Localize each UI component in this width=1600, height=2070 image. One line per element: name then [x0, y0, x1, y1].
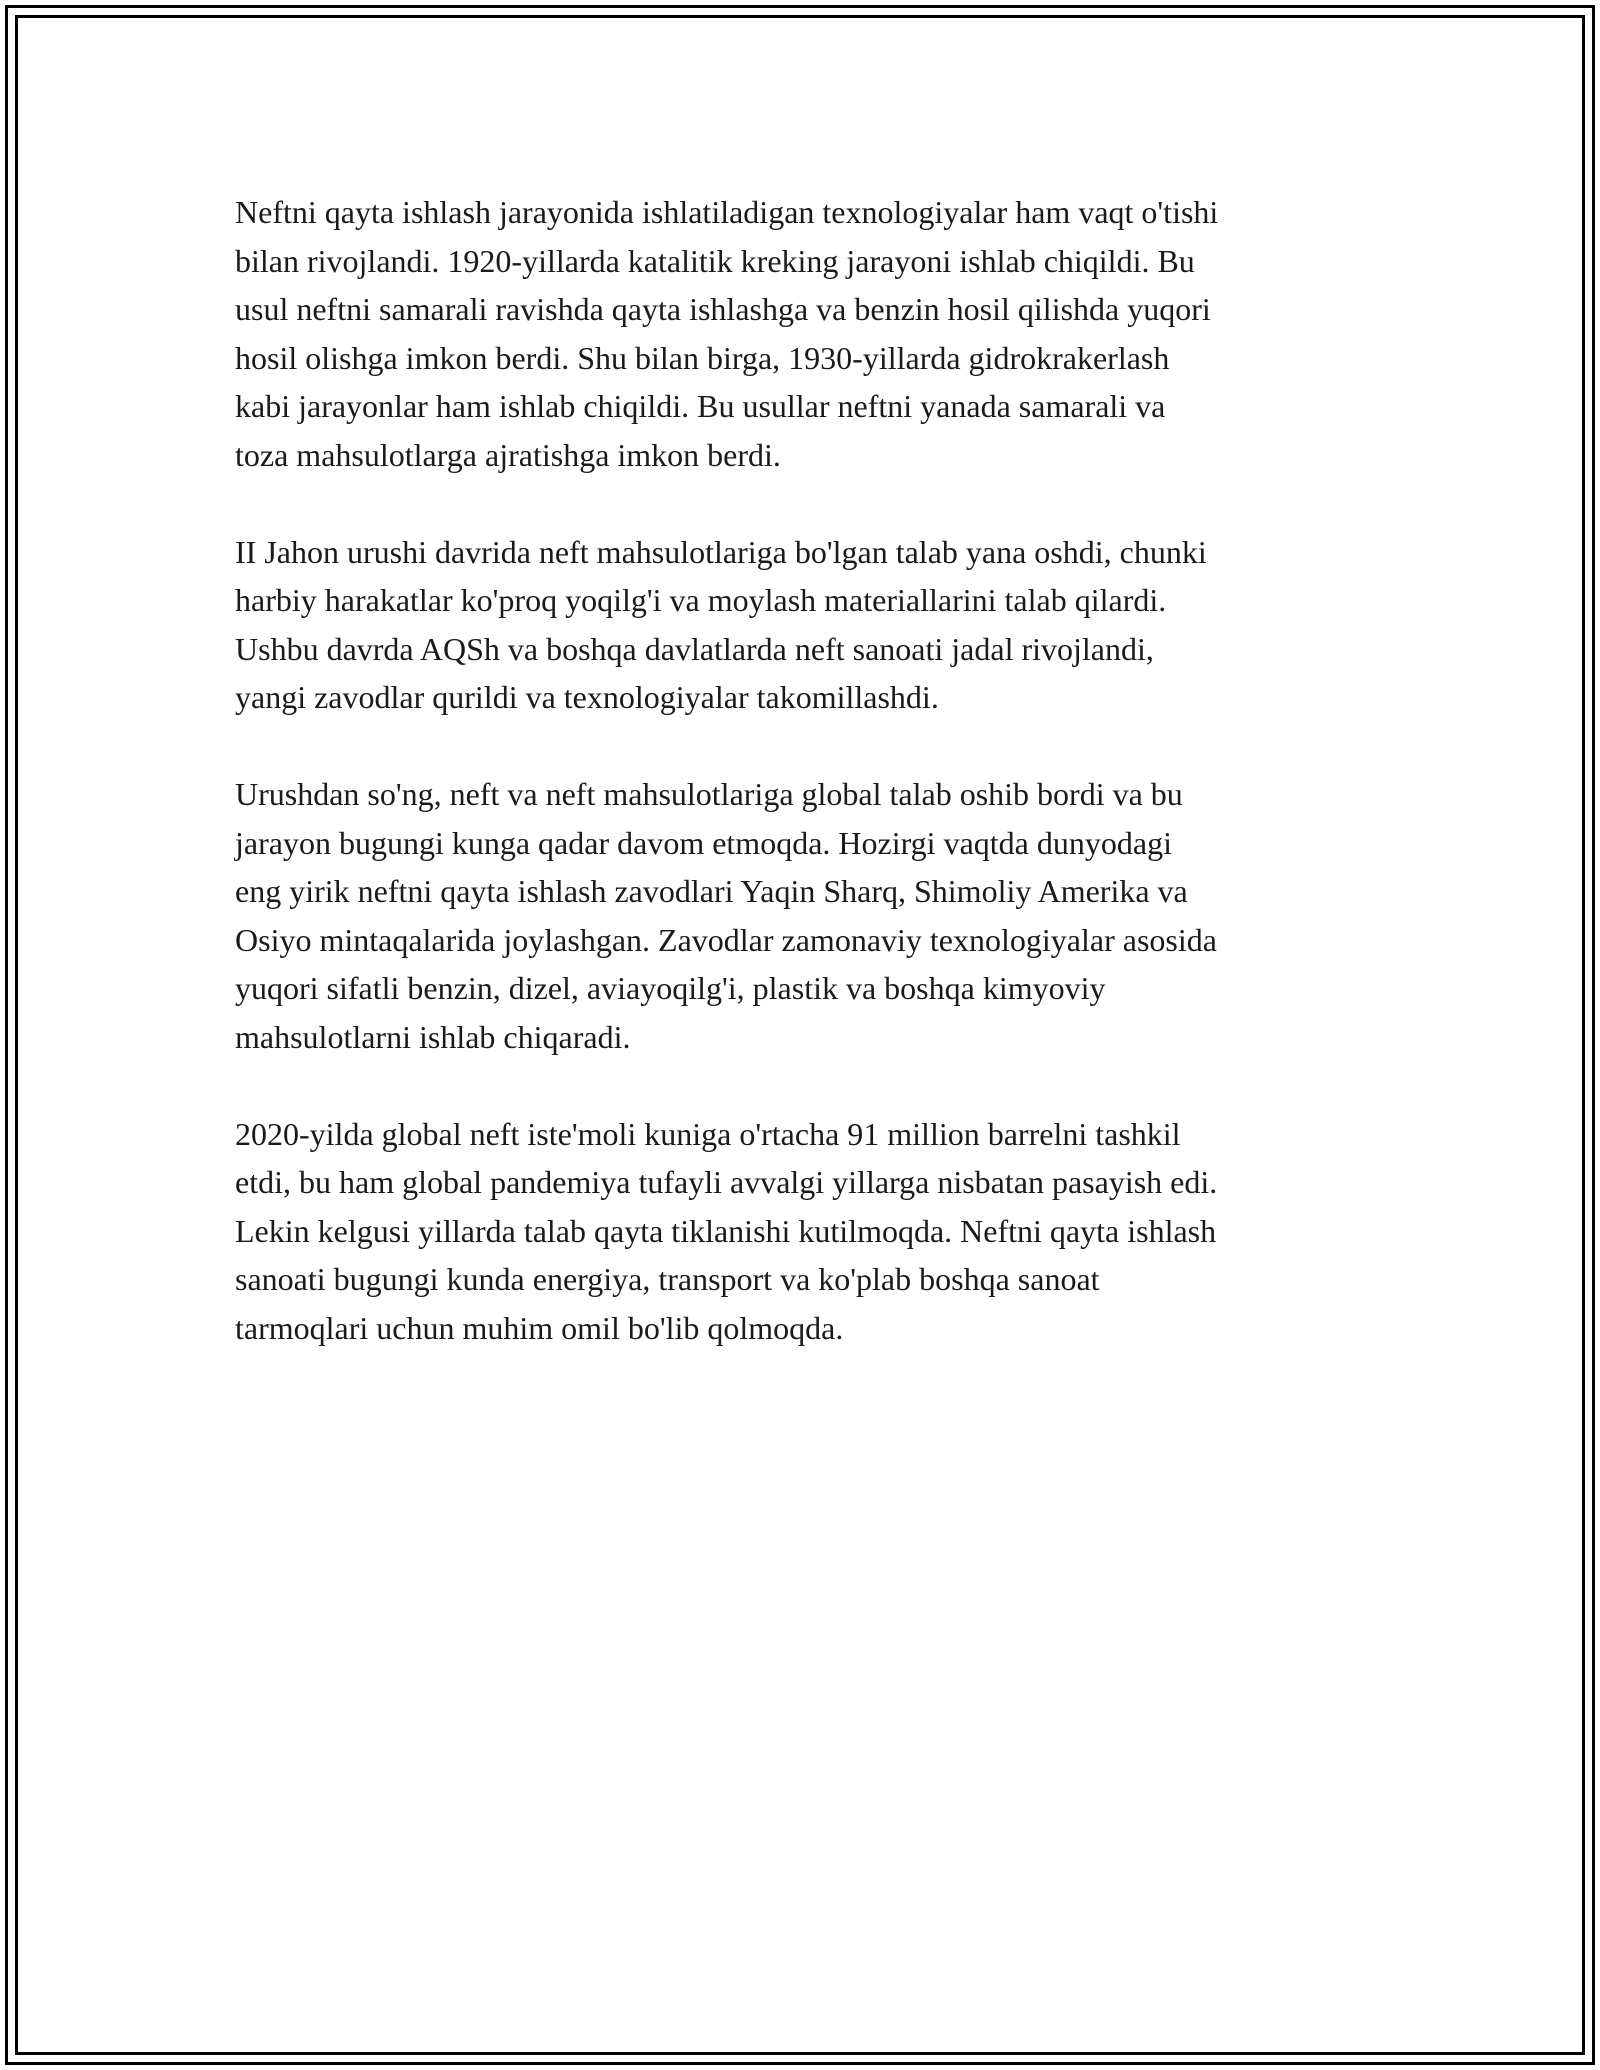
paragraph-refining-technologies: Neftni qayta ishlash jarayonida ishlatiladigan texnologiyalar ham vaqt o'tishi bilan rivojlandi. 1920-yillarda katalitik kreking jarayoni ishlab chiqildi. Bu usul neftni samarali ravishda qayta ishlashga va benzin hosil qilishda yuqori hosil olishga imkon berdi. Shu bilan birga, 1930-yillarda gidrokrakerlash kabi jarayonlar ham ishlab chiqildi. Bu usullar neftni yanada samarali va toza mahsulotlarga ajratishga imkon berdi.	[235, 194, 1219, 473]
paragraph-world-war-two: II Jahon urushi davrida neft mahsulotlariga bo'lgan talab yana oshdi, chunki harbiy harakatlar ko'proq yoqilg'i va moylash materiallarini talab qilardi. Ushbu davrda AQSh va boshqa davlatlarda neft sanoati jadal rivojlandi, yangi zavodlar qurildi va texnologiyalar takomillashdi.	[235, 533, 1207, 715]
document-body	[235, 188, 1375, 1401]
paragraph-post-war-demand: Urushdan so'ng, neft va neft mahsulotlariga global talab oshib bordi va bu jarayon bugungi kunga qadar davom etmoqda. Hozirgi vaqtda dunyodagi eng yirik neftni qayta ishlash zavodlari Yaqin Sharq, Shimoliy Amerika va Osiyo mintaqalarida joylashgan. Zavodlar zamonaviy texnologiyalar asosida yuqori sifatli benzin, dizel, aviayoqilg'i, plastik va boshqa kimyoviy mahsulotlarni ishlab chiqaradi.	[235, 776, 1217, 1055]
paragraph-2020-consumption: 2020-yilda global neft iste'moli kuniga o'rtacha 91 million barrelni tashkil etdi, bu ham global pandemiya tufayli avvalgi yillarga nisbatan pasayish edi. Lekin kelgusi yillarda talab qayta tiklanishi kutilmoqda. Neftni qayta ishlash sanoati bugungi kunda energiya, transport va ko'plab boshqa sanoat tarmoqlari uchun muhim omil bo'lib qolmoqda.	[235, 1115, 1218, 1346]
